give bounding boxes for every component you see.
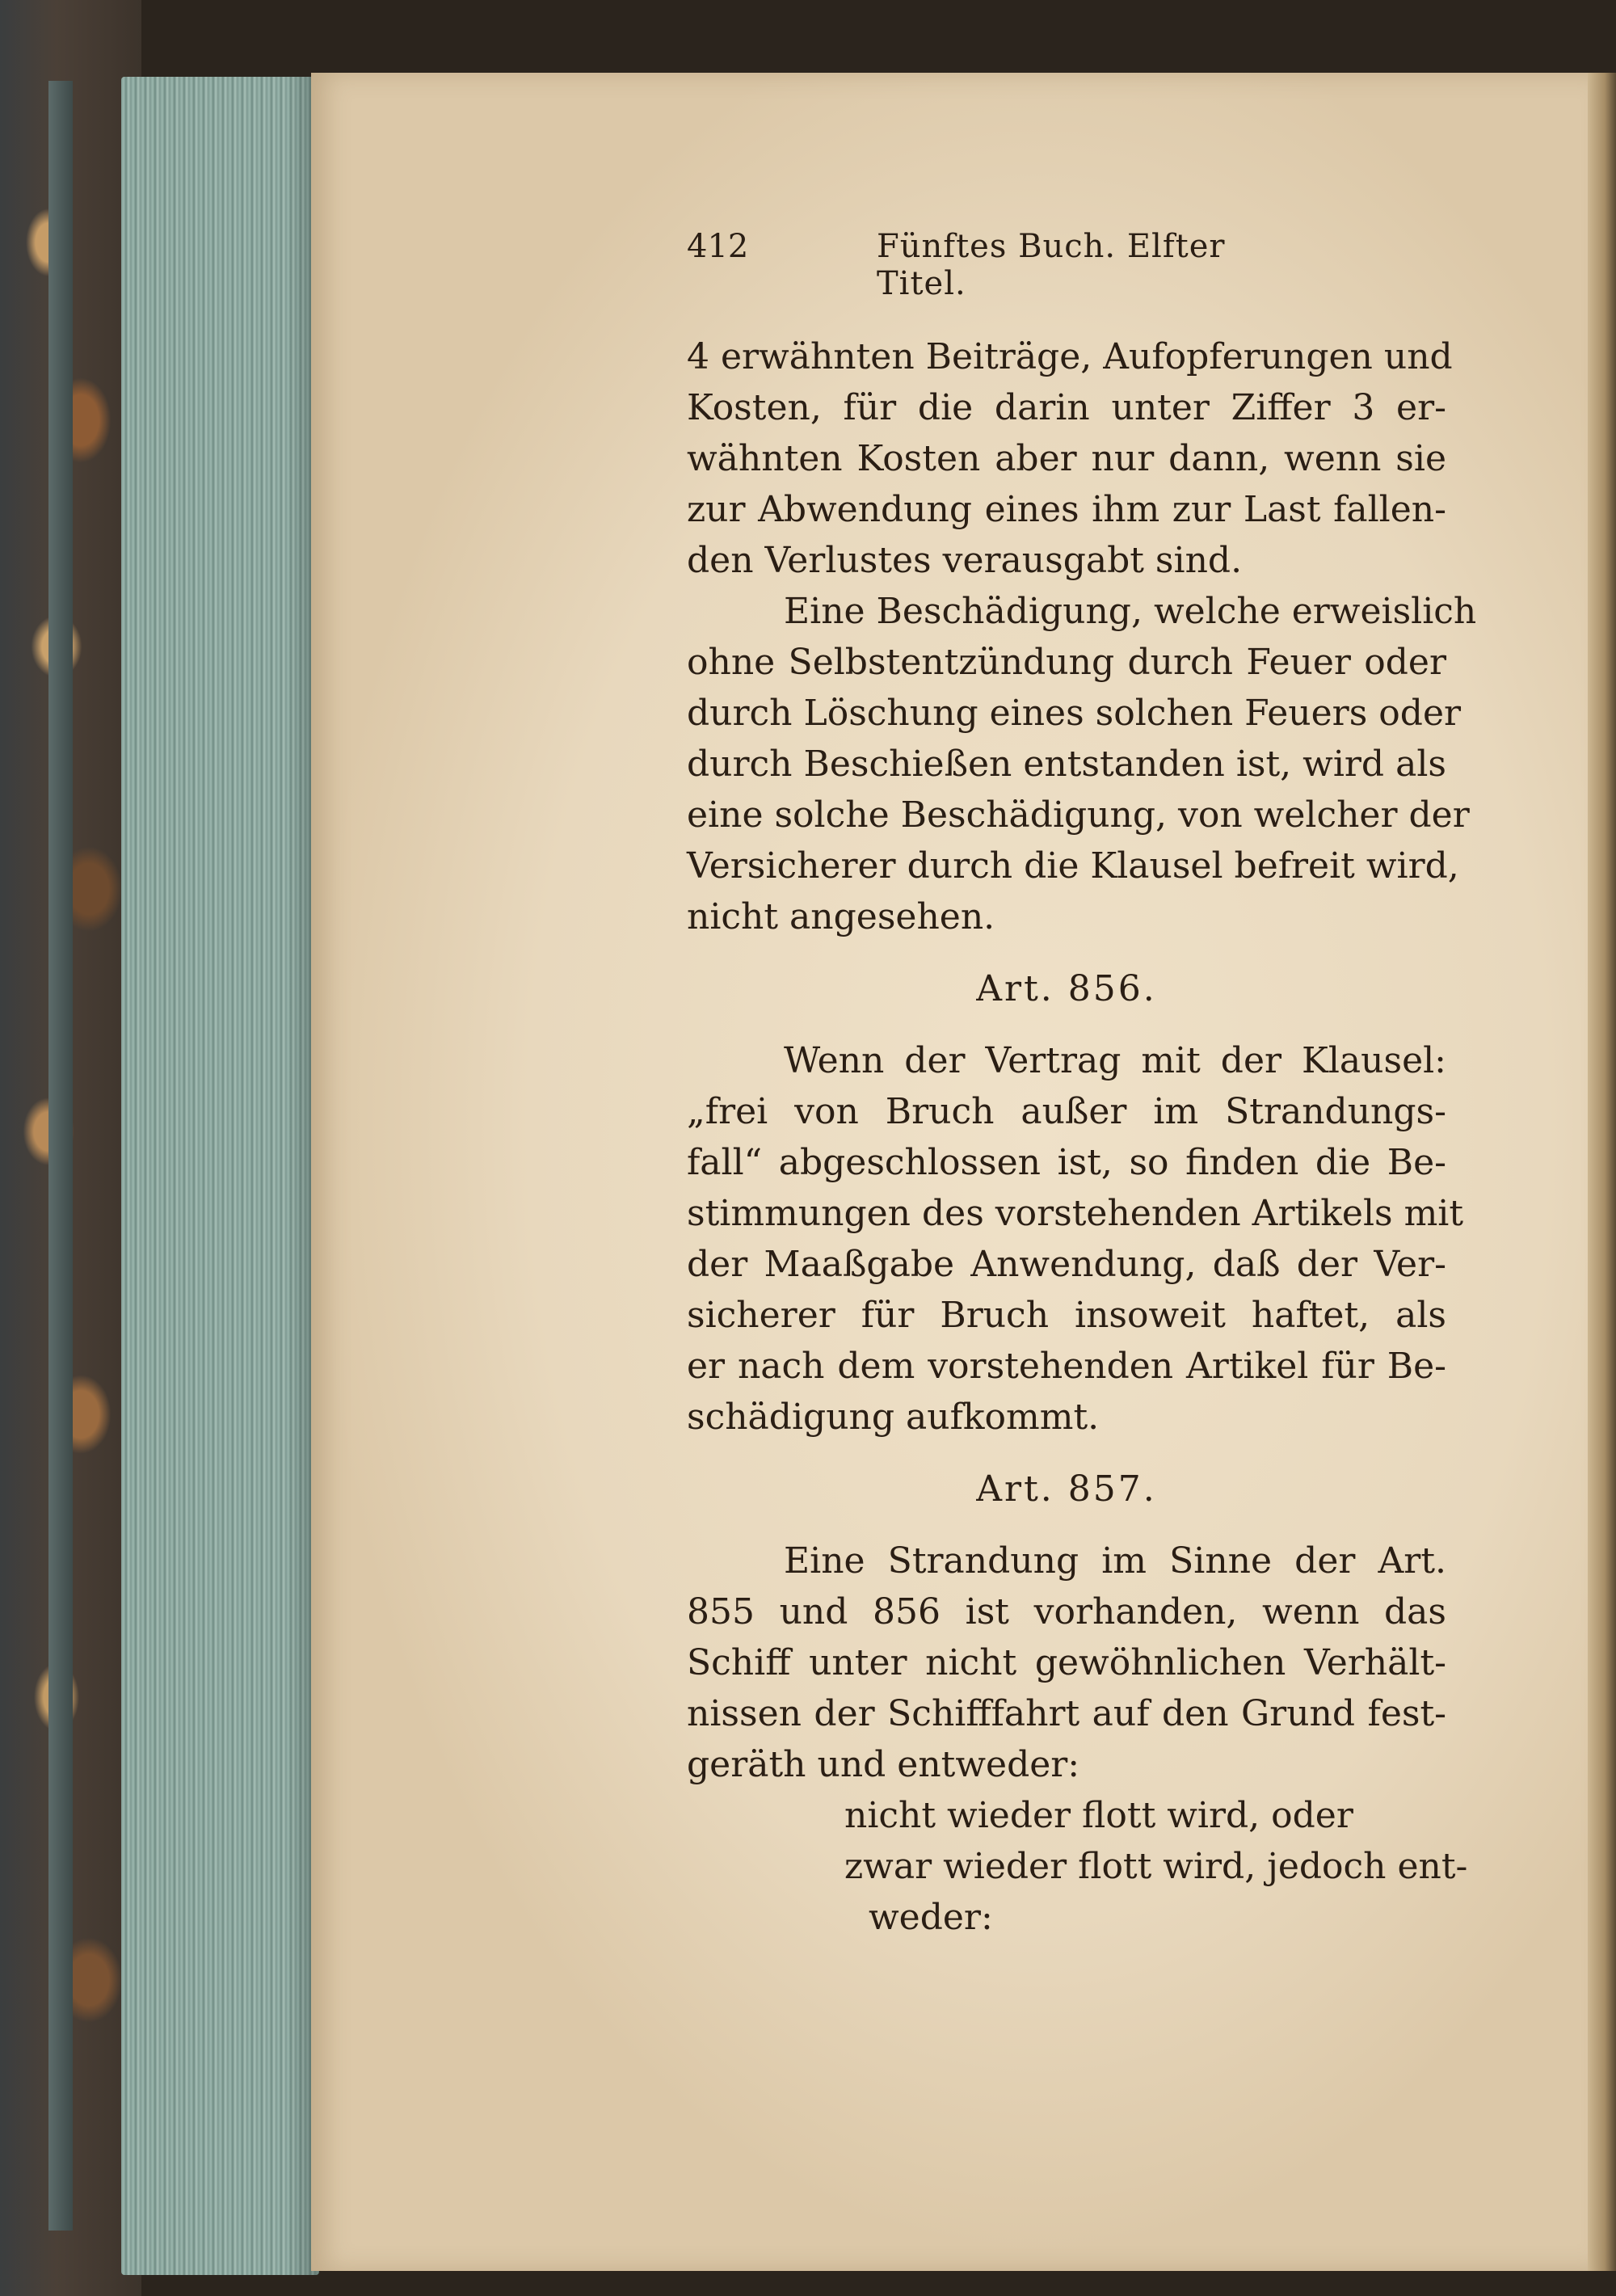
page-right-edge xyxy=(1588,73,1616,2271)
text-line: wähnten Kosten aber nur dann, wenn sie xyxy=(687,438,1446,479)
article-856-text xyxy=(687,1035,1464,1443)
article-heading: Art. 857. xyxy=(976,1468,1157,1510)
page-stack-edges xyxy=(121,77,319,2275)
text-line: geräth und entweder: xyxy=(687,1744,1080,1785)
text-line: weder: xyxy=(869,1897,993,1938)
text-line: Kosten, für die darin unter Ziffer 3 er- xyxy=(687,387,1446,428)
text-line: nicht angesehen. xyxy=(687,896,995,937)
text-line: der Maaßgabe Anwendung, daß der Ver- xyxy=(687,1244,1446,1285)
text-line: zwar wieder flott wird, jedoch ent- xyxy=(844,1846,1468,1887)
text-line: Versicherer durch die Klausel befreit wird, xyxy=(687,845,1459,887)
text-line: sicherer für Bruch insoweit haftet, als xyxy=(687,1295,1446,1336)
text-line: durch Löschung eines solchen Feuers oder xyxy=(687,693,1462,734)
cover-spine-edge xyxy=(48,81,73,2231)
text-line: eine solche Beschädigung, von welcher der xyxy=(687,794,1470,836)
running-title: Fünftes Buch. Elfter Titel. xyxy=(877,228,1226,302)
text-line: nissen der Schifffahrt auf den Grund fest- xyxy=(687,1693,1446,1734)
text-line: „frei von Bruch außer im Strandungs- xyxy=(687,1091,1446,1132)
text-line: Schiff unter nicht gewöhnlichen Verhält- xyxy=(687,1642,1446,1683)
text-line: schädigung aufkommt. xyxy=(687,1397,1100,1438)
text-line: Eine Strandung im Sinne der Art. xyxy=(784,1540,1446,1582)
text-line: den Verlustes verausgabt sind. xyxy=(687,540,1243,581)
page-number: 412 xyxy=(687,228,749,265)
text-line: Wenn der Vertrag mit der Klausel: xyxy=(784,1040,1446,1081)
text-line: er nach dem vorstehenden Artikel für Be- xyxy=(687,1346,1446,1387)
page-text xyxy=(687,331,1477,1943)
text-line: zur Abwendung eines ihm zur Last fallen- xyxy=(687,489,1446,530)
article-857-text xyxy=(687,1536,1468,1943)
text-line: Eine Beschädigung, welche erweislich xyxy=(784,591,1477,632)
text-line: 4 erwähnten Beiträge, Aufopferungen und xyxy=(687,336,1453,377)
text-line: fall“ abgeschlossen ist, so finden die Be- xyxy=(687,1142,1446,1183)
article-heading: Art. 856. xyxy=(976,968,1157,1009)
paragraph xyxy=(687,586,1477,942)
text-line: nicht wieder flott wird, oder xyxy=(844,1795,1353,1836)
text-line: ohne Selbstentzündung durch Feuer oder xyxy=(687,642,1446,683)
text-line: durch Beschießen entstanden ist, wird als xyxy=(687,744,1446,785)
running-header xyxy=(687,228,1301,302)
text-line: stimmungen des vorstehenden Artikels mit xyxy=(687,1193,1464,1234)
paragraph-continuation xyxy=(687,331,1453,586)
text-line: 855 und 856 ist vorhanden, wenn das xyxy=(687,1591,1446,1632)
